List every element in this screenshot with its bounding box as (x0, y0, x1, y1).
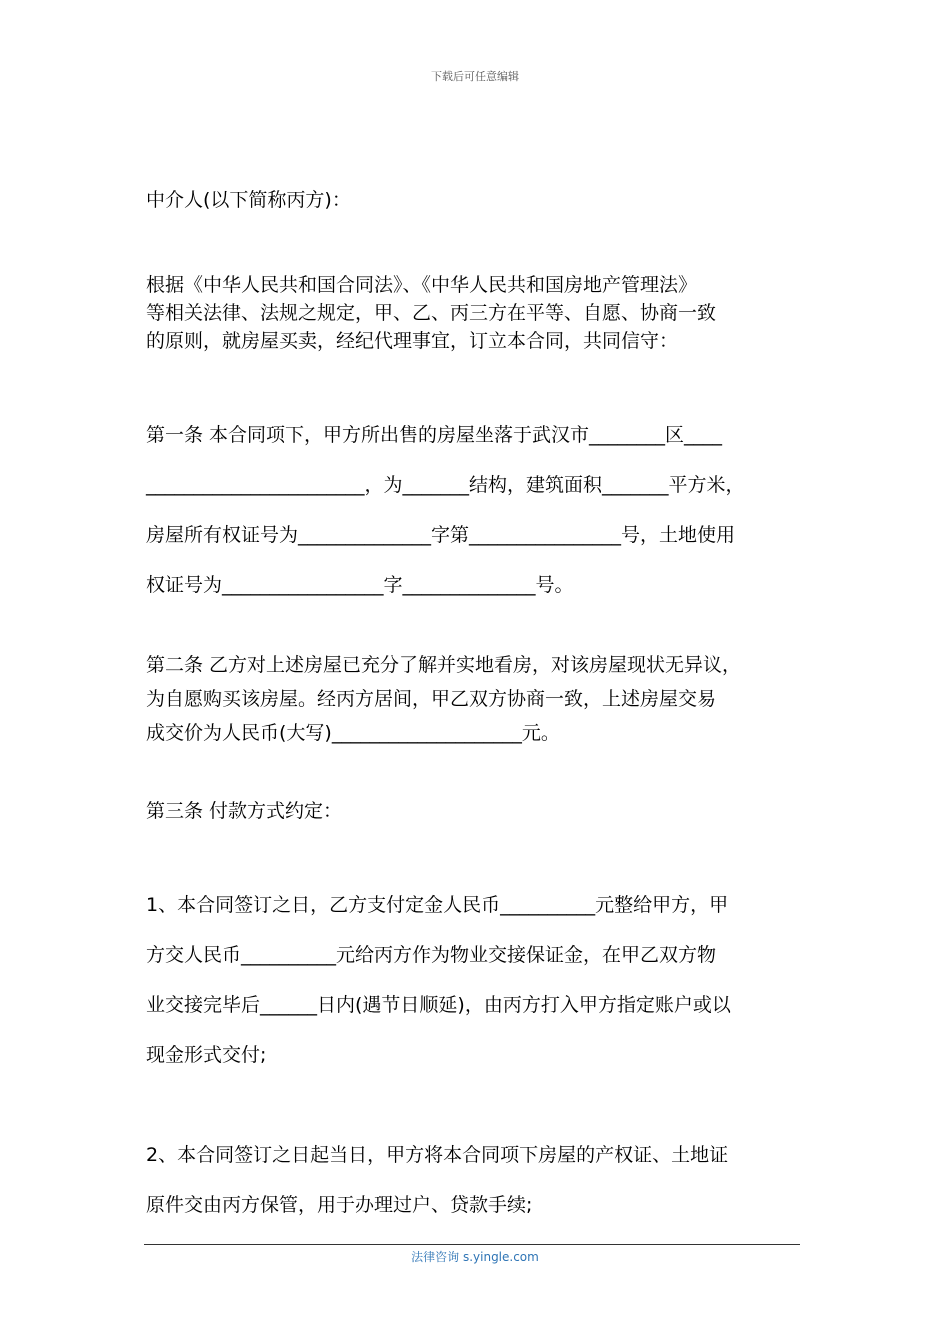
clause-1-line: 1、本合同签订之日，乙方支付定金人民币__________元整给甲方，甲 (146, 894, 729, 916)
page-header: 下载后可任意编辑 (431, 70, 519, 83)
intermediary-line: 中介人(以下简称丙方)： (146, 189, 351, 211)
preamble-line: 等相关法律、法规之规定，甲、乙、丙三方在平等、自愿、协商一致 (146, 302, 717, 324)
article-2-line: 为自愿购买该房屋。经丙方居间，甲乙双方协商一致，上述房屋交易 (146, 688, 717, 710)
article-1-line: 权证号为_________________字______________号。 (146, 574, 574, 596)
article-1-line: _______________________，为_______结构，建筑面积_______平方米， (146, 474, 745, 496)
article-1 (146, 410, 816, 610)
clause-2-line: 2、本合同签订之日起当日，甲方将本合同项下房屋的产权证、土地证 (146, 1144, 729, 1166)
footer-link[interactable]: 法律咨询 s.yingle.com (411, 1250, 539, 1264)
preamble-paragraph (146, 271, 816, 355)
article-1-line: 第一条 本合同项下，甲方所出售的房屋坐落于武汉市________区____ (146, 424, 723, 446)
clause-2 (146, 1130, 816, 1230)
clause-1-line: 业交接完毕后______日内(遇节日顺延)，由丙方打入甲方指定账户或以 (146, 994, 731, 1016)
article-2-line: 第二条 乙方对上述房屋已充分了解并实地看房，对该房屋现状无异议， (146, 654, 742, 676)
preamble-line: 的原则，就房屋买卖，经纪代理事宜，订立本合同，共同信守： (146, 330, 679, 352)
article-2-line: 成交价为人民币(大写)____________________元。 (146, 722, 560, 744)
clause-1 (146, 880, 816, 1080)
clause-1-line: 方交人民币__________元给丙方作为物业交接保证金，在甲乙双方物 (146, 944, 717, 966)
clause-1-line: 现金形式交付; (146, 1044, 267, 1066)
footer-divider (144, 1244, 800, 1245)
clause-2-line: 原件交由丙方保管，用于办理过户、贷款手续; (146, 1194, 533, 1216)
article-3-title: 第三条 付款方式约定： (146, 800, 343, 822)
article-1-line: 房屋所有权证号为______________字第________________号，土地使用 (146, 524, 736, 546)
article-2 (146, 648, 816, 750)
preamble-line: 根据《中华人民共和国合同法》、《中华人民共和国房地产管理法》 (146, 274, 698, 296)
